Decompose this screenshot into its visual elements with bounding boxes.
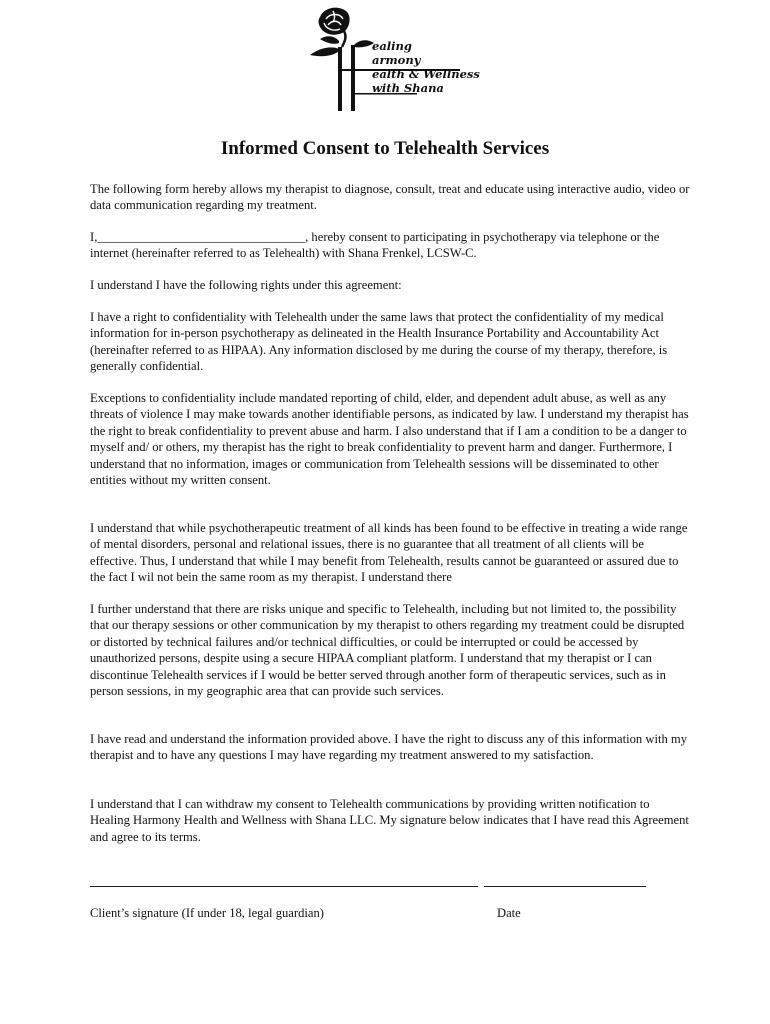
paragraph-withdrawal: I understand that I can withdraw my consent to Telehealth communications by providing written notification to Healing Harmony Health and Wellness with Shana LLC. My signature below indicates that I have read this Agreement and agree to its terms. [90, 797, 689, 844]
date-signature-line[interactable] [484, 886, 646, 887]
date-label: Date [497, 906, 521, 920]
paragraph-risks: I further understand that there are risks unique and specific to Telehealth, including but not limited to, the possibility that our therapy sessions or other communication by my therapist to others regarding my treatment could be disrupted or distorted by technical failures and/or technical difficulties, or could be interrupted or could be accessed by unauthorized persons, despite using a secure HIPAA compliant platform. I understand that my therapist or I can discontinue Telehealth services if I would be better served through another form of therapeutic services, such as in person sessions, in my geographic area that can provide such services. [90, 602, 685, 699]
paragraph-consent: I,_________________________________, hereby consent to participating in psychotherapy via telephone or the internet (hereinafter referred to as Telehealth) with Shana Frenkel, LCSW-C. [90, 230, 660, 261]
client-signature-line[interactable] [90, 886, 478, 887]
client-signature-label: Client’s signature (If under 18, legal guardian) [90, 906, 324, 920]
paragraph-effectiveness: I understand that while psychotherapeutic treatment of all kinds has been found to be effective in treating a wide range of mental disorders, personal and relational issues, there is no guarantee that all treatment of all clients will be effective. Thus, I understand that while I may benefit from Telehealth, results cannot be guaranteed or assured due to the fact I wil not bein the same room as my therapist. I understand there [90, 521, 688, 585]
paragraph-exceptions: Exceptions to confidentiality include mandated reporting of child, elder, and dependent adult abuse, as well as any threats of violence I may make towards another identifiable persons, as indicated by law. I understand my therapist has the right to break confidentiality to prevent abuse and harm. I also understand that if I am a condition to be a danger to myself and/ or others, my therapist has the right to break confidentiality to prevent harm and danger. Furthermore, I understand that no information, images or communication from Telehealth sessions will be disseminated to other entities without my written consent. [90, 391, 689, 488]
paragraph-acknowledgement: I have read and understand the information provided above. I have the right to discuss any of this information with my therapist and to have any questions I may have regarding my treatment answered to my satisfaction. [90, 732, 688, 763]
paragraph-rights-intro: I understand I have the following rights under this agreement: [90, 278, 402, 292]
paragraph-intro: The following form hereby allows my therapist to diagnose, consult, treat and educate using interactive audio, video or data communication regarding my treatment. [90, 182, 690, 213]
logo [300, 5, 480, 115]
logo-line-2: armony [372, 53, 421, 67]
page-title: Informed Consent to Telehealth Services [220, 138, 550, 159]
paragraph-confidentiality: I have a right to confidentiality with Telehealth under the same laws that protect the confidentiality of my medical information for in-person psychotherapy as delineated in the Health Insurance Portability and Accountability Act (hereinafter referred to as HIPAA). Any information disclosed by me during the course of my therapy, therefore, is generally confidential. [90, 310, 668, 374]
logo-line-1: ealing [372, 39, 412, 53]
logo-line-3: ealth & Wellness [372, 67, 480, 81]
logo-line-4: with Shana [372, 81, 444, 95]
